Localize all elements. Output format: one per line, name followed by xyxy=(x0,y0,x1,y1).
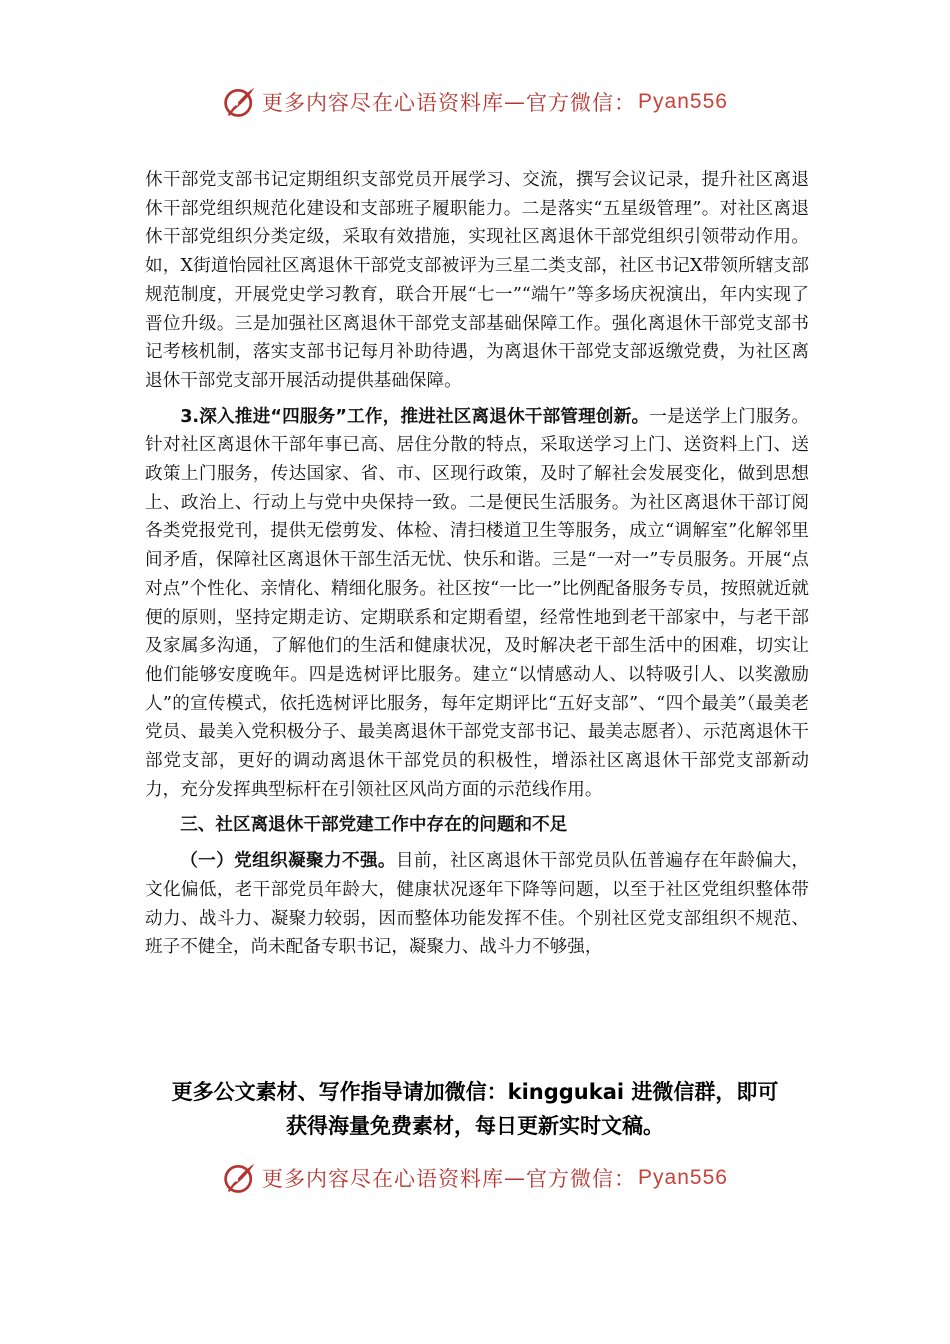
document-body xyxy=(145,166,809,969)
paragraph-lead: （一）党组织凝聚力不强。 xyxy=(180,851,396,872)
paragraph-lead: 3.深入推进“四服务”工作，推进社区离退休干部管理创新。 xyxy=(180,406,650,427)
banner-dash: — xyxy=(504,1166,527,1190)
paragraph-1 xyxy=(145,166,809,396)
promo-note xyxy=(100,1075,850,1143)
section-heading xyxy=(145,811,809,840)
promo-line-1: 更多公文素材、写作指导请加微信：kinggukai 进微信群，即可 xyxy=(171,1080,779,1104)
banner-wechat-id: Pyan556 xyxy=(638,1166,728,1189)
quill-pen-logo-icon xyxy=(222,84,258,120)
banner-wechat-label: 官方微信： xyxy=(526,1167,637,1191)
footer-banner xyxy=(0,1156,950,1200)
paragraph-2 xyxy=(145,403,809,805)
paragraph-text: 一是送学上门服务。针对社区离退休干部年事已高、居住分散的特点，采取送学习上门、送资料上门、送政策上门服务，传达国家、省、市、区现行政策，及时了解社会发展变化，做到思想上、政治上、行动上与党中央保持一致。二是便民生活服务。为社区离退休干部订阅各类党报党刊，提供无偿剪发、体检、清扫楼道卫生等服务，成立“调解室”化解邻里间矛盾，保障社区离退休干部生活无忧、快乐和谐。三是“一对一”专员服务。开展“点对点”个性化、亲情化、精细化服务。社区按“一比一”比例配备服务专员，按照就近就便的原则，坚持定期走访、定期联系和定期看望，经常性地到老干部家中，与老干部及家属多沟通，了解他们的生活和健康状况，及时解决老干部生活中的困难，切实让他们能够安度晚年。四是选树评比服务。建立“以情感动人、以特吸引人、以奖激励人”的宣传模式，依托选树评比服务，每年定期评比“五好支部”、“四个最美”（最美老党员、最美入党积极分子、最美离退休干部党支部书记、最美志愿者）、示范离退休干部党支部，更好的调动离退休干部党员的积极性，增添社区离退休干部党支部新动力，充分发挥典型标杆在引领社区风尚方面的示范线作用。 xyxy=(145,406,809,800)
header-banner xyxy=(0,80,950,124)
banner-wechat-label: 官方微信： xyxy=(526,91,637,115)
promo-line-2: 获得海量免费素材，每日更新实时文稿。 xyxy=(286,1114,664,1138)
banner-site-text: 更多内容尽在心语资料库 xyxy=(262,91,505,115)
banner-site-text: 更多内容尽在心语资料库 xyxy=(262,1167,505,1191)
banner-dash: — xyxy=(504,90,527,114)
quill-pen-logo-icon xyxy=(222,1160,258,1196)
banner-wechat-id: Pyan556 xyxy=(638,90,728,113)
paragraph-text: 目前，社区离退休干部党员队伍普遍存在年龄偏大，文化偏低，老干部党员年龄大，健康状况逐年下降等问题，以至于社区党组织整体带动力、战斗力、凝聚力较弱，因而整体功能发挥不佳。个别社区党支部组织不规范、班子不健全，尚未配备专职书记，凝聚力、战斗力不够强， xyxy=(145,851,809,958)
paragraph-text: 休干部党支部书记定期组织支部党员开展学习、交流，撰写会议记录，提升社区离退休干部党组织规范化建设和支部班子履职能力。二是落实“五星级管理”。对社区离退休干部党组织分类定级，采取有效措施，实现社区离退休干部党组织引领带动作用。如，X街道怡园社区离退休干部党支部被评为三星二类支部，社区书记X带领所辖支部规范制度，开展党史学习教育，联合开展“七一”“端午”等多场庆祝演出，年内实现了晋位升级。三是加强社区离退休干部党支部基础保障工作。强化离退休干部党支部书记考核机制，落实支部书记每月补助待遇，为离退休干部党支部返缴党费，为社区离退休干部党支部开展活动提供基础保障。 xyxy=(145,170,809,391)
section-heading-text: 三、社区离退休干部党建工作中存在的问题和不足 xyxy=(180,815,568,836)
paragraph-3 xyxy=(145,847,809,962)
